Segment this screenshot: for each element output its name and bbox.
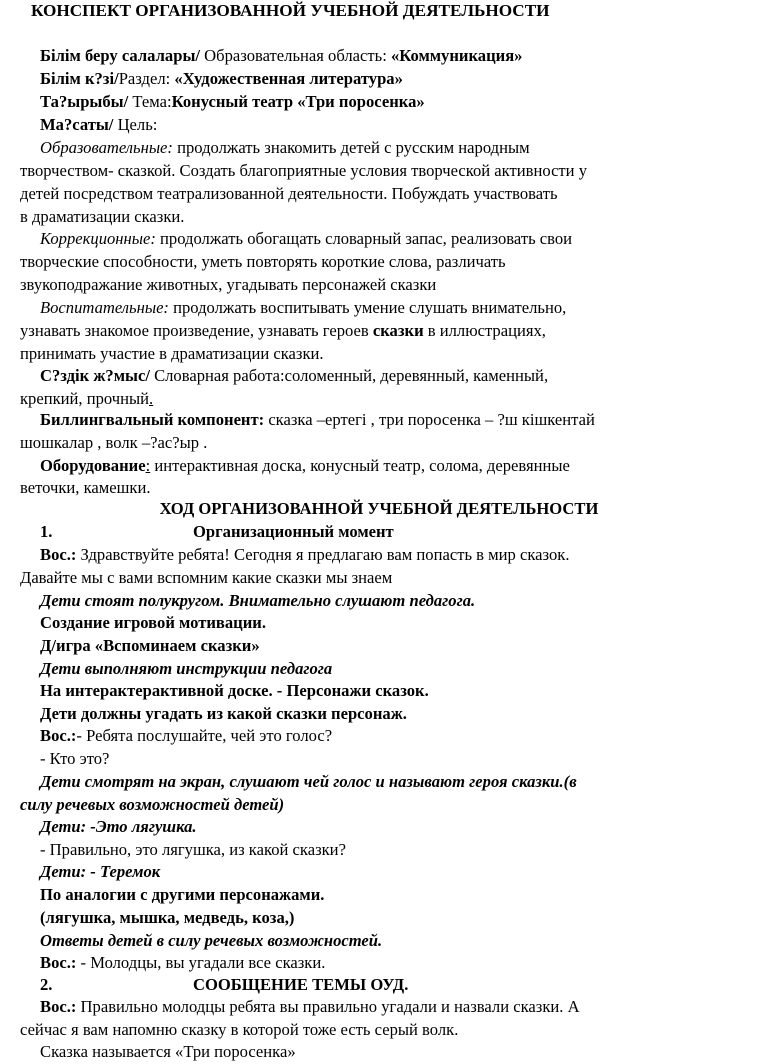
note-children-follow: Дети выполняют инструкции педагога xyxy=(40,659,333,678)
course-heading: ХОД ОРГАНИЗОВАННОЙ УЧЕБНОЙ ДЕЯТЕЛЬНОСТИ xyxy=(159,499,599,518)
note-children-stand: Дети стоят полукругом. Внимательно слушают педагога. xyxy=(40,591,476,610)
teacher-correct-frog: - Правильно, это лягушка, из какой сказки? xyxy=(40,840,346,859)
teacher-label-4: Вос.: xyxy=(40,997,77,1016)
topic-line xyxy=(20,91,734,114)
equipment-text: интерактивная доска, конусный театр, солома, деревянные xyxy=(150,456,570,475)
area-label-ru: Образовательная область: xyxy=(200,46,391,65)
step-1-title: Организационный момент xyxy=(193,522,394,541)
section-line xyxy=(20,68,734,91)
analogy-line: По аналогии с другими персонажами. xyxy=(40,885,325,904)
teacher-story-line-2: сейчас я вам напомню сказку в которой тоже есть серый волк. xyxy=(20,1020,459,1039)
note-children-answers: Ответы детей в силу речевых возможностей. xyxy=(40,931,383,950)
teacher-voice-question xyxy=(20,725,734,748)
section-label-ru: Раздел: xyxy=(118,69,175,88)
teacher-label-3: Вос.: xyxy=(40,953,77,972)
goals-label-ru: Цель: xyxy=(113,115,158,134)
document-title: КОНСПЕКТ ОРГАНИЗОВАННОЙ УЧЕБНОЙ ДЕЯТЕЛЬНОСТИ xyxy=(31,1,550,20)
correctional-goal-text: продолжать обогащать словарный запас, реализовать свои xyxy=(155,229,573,248)
upbringing-goal-text: продолжать воспитывать умение слушать внимательно, xyxy=(168,298,567,317)
correctional-goal-line-2: творческие способности, уметь повторять короткие слова, различать xyxy=(20,252,506,271)
teacher-greeting-line-2: Давайте мы с вами вспомним какие сказки мы знаем xyxy=(20,568,393,587)
equipment-colon: : xyxy=(145,456,151,475)
section-label-kz: Білім к?зі/ xyxy=(40,69,119,88)
children-answer-teremok: Дети: - Теремок xyxy=(40,862,161,881)
story-name-line: Сказка называется «Три поросенка» xyxy=(40,1042,296,1061)
bilingual-line-1 xyxy=(20,409,734,432)
section-value: «Художественная литература» xyxy=(174,69,403,88)
teacher-label-1: Вос.: xyxy=(40,545,77,564)
teacher-greeting-line-1 xyxy=(20,544,734,567)
children-answer-frog: Дети: -Это лягушка. xyxy=(40,817,197,836)
bilingual-label: Биллингвальный компонент: xyxy=(40,410,265,429)
interactive-board-line: На интерактерактивной доске. - Персонажи сказок. xyxy=(40,681,429,700)
upbringing-text-a: узнавать знакомое произведение, узнавать героев xyxy=(20,321,373,340)
teacher-label-2: Вос.: xyxy=(40,726,77,745)
upbringing-text-c: в иллюстрациях, xyxy=(423,321,546,340)
upbringing-goal-label: Воспитательные: xyxy=(40,298,169,317)
educational-goal-text: продолжать знакомить детей с русским народным xyxy=(172,138,530,157)
correctional-goal-line-3: звукоподражание животных, угадывать персонажей сказки xyxy=(20,275,437,294)
vocabulary-text: Словарная работа:соломенный, деревянный, каменный, xyxy=(149,366,549,385)
educational-goal-line-4: в драматизации сказки. xyxy=(20,207,185,226)
goals-label-kz: Ма?саты/ xyxy=(40,115,114,134)
step-2-number: 2. xyxy=(40,975,53,994)
teacher-greeting-text: Здравствуйте ребята! Сегодня я предлагаю вам попасть в мир сказок. xyxy=(76,545,570,564)
topic-label-kz: Та?ырыбы/ xyxy=(40,92,129,111)
educational-goal-line-3: детей посредством театрализованной деятельности. Побуждать участвовать xyxy=(20,184,558,203)
upbringing-goal-line-1 xyxy=(20,297,734,320)
educational-area-line xyxy=(20,45,734,68)
area-value: «Коммуникация» xyxy=(390,46,523,65)
bilingual-line-2: шошкалар , волк –?ас?ыр . xyxy=(20,433,208,452)
step-1-number: 1. xyxy=(40,522,53,541)
equipment-line-1 xyxy=(20,455,734,478)
teacher-voice-text: - Ребята послушайте, чей это голос? xyxy=(76,726,333,745)
animals-line: (лягушка, мышка, медведь, коза,) xyxy=(40,908,295,927)
didactic-game: Д/игра «Вспоминаем сказки» xyxy=(40,636,260,655)
vocabulary-period: . xyxy=(149,389,154,408)
topic-label-ru: Тема: xyxy=(128,92,172,111)
upbringing-text-bold: сказки xyxy=(372,321,424,340)
note-children-watch-line-2: силу речевых возможностей детей) xyxy=(20,795,285,814)
correctional-goal-label: Коррекционные: xyxy=(40,229,156,248)
vocabulary-line-2 xyxy=(20,388,734,411)
teacher-story-line-1 xyxy=(20,996,734,1019)
area-label-kz: Білім беру салалары/ xyxy=(40,46,201,65)
upbringing-goal-line-2 xyxy=(20,320,734,343)
correctional-goal-line-1 xyxy=(20,228,734,251)
teacher-praise-line xyxy=(20,952,734,975)
upbringing-goal-line-3: принимать участие в драматизации сказки. xyxy=(20,344,324,363)
vocabulary-label: С?здік ж?мыс/ xyxy=(40,366,150,385)
vocabulary-line-1 xyxy=(20,365,734,388)
bilingual-text: сказка –ертегі , три поросенка – ?ш кішкентай xyxy=(264,410,595,429)
step-2-title: СООБЩЕНИЕ ТЕМЫ ОУД. xyxy=(193,975,409,994)
educational-goal-line-2: творчеством- сказкой. Создать благоприятные условия творческой активности у xyxy=(20,161,588,180)
topic-value: Конусный театр «Три поросенка» xyxy=(171,92,425,111)
who-is-it-line: - Кто это? xyxy=(40,749,110,768)
teacher-story-text: Правильно молодцы ребята вы правильно угадали и назвали сказки. А xyxy=(76,997,580,1016)
vocabulary-text-2: крепкий, прочный xyxy=(20,389,150,408)
equipment-line-2: веточки, камешки. xyxy=(20,478,151,497)
educational-goal-label: Образовательные: xyxy=(40,138,173,157)
goals-line xyxy=(20,114,734,137)
teacher-praise-text: - Молодцы, вы угадали все сказки. xyxy=(76,953,326,972)
guess-character-line: Дети должны угадать из какой сказки персонаж. xyxy=(40,704,407,723)
note-children-watch-line-1: Дети смотрят на экран, слушают чей голос и называют героя сказки.(в xyxy=(40,772,577,791)
game-motivation: Создание игровой мотивации. xyxy=(40,613,267,632)
equipment-label: Оборудование xyxy=(40,456,146,475)
educational-goal-line-1 xyxy=(20,137,734,160)
